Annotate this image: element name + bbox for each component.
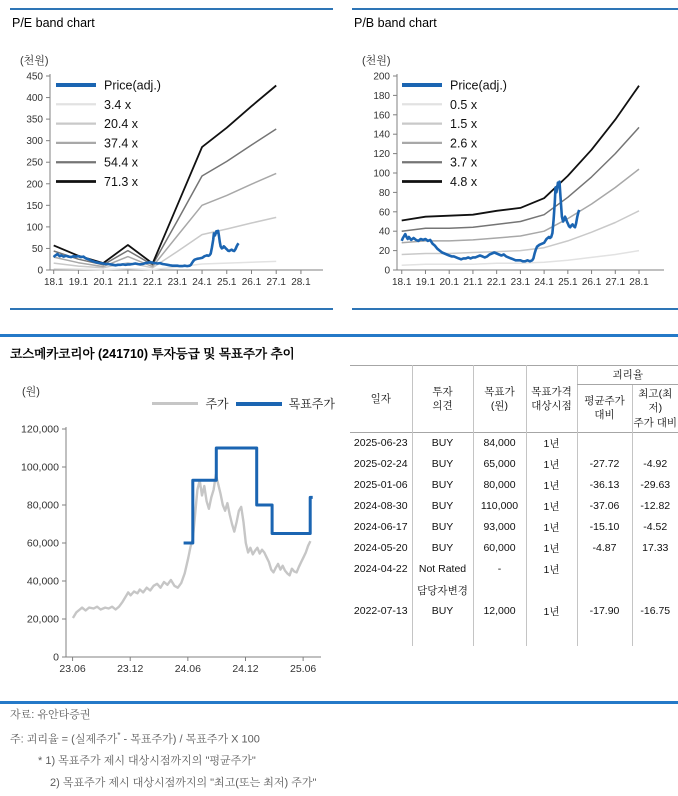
x-tick-label: 22.1 <box>142 277 163 288</box>
table-cell <box>632 432 678 454</box>
x-tick-label: 19.1 <box>415 277 436 288</box>
pb-band-chart-panel <box>352 8 678 310</box>
legend-label: 4.8 x <box>450 175 478 189</box>
y-tick-label: 50 <box>31 243 43 255</box>
x-tick-label: 23.12 <box>117 663 144 675</box>
table-cell: - <box>473 559 526 580</box>
pb-band-chart <box>352 68 678 308</box>
table-row <box>350 454 678 475</box>
x-tick-label: 18.1 <box>43 277 64 288</box>
table-cell: BUY <box>412 432 473 454</box>
table-cell: 93,000 <box>473 517 526 538</box>
y-tick-label: 0 <box>37 265 43 277</box>
legend-label: 0.5 x <box>450 97 478 112</box>
table-cell <box>577 622 632 646</box>
y-tick-label: 80,000 <box>26 499 59 512</box>
y-tick-label: 200 <box>26 179 43 191</box>
series-71.3-x <box>54 86 277 264</box>
table-cell: Not Rated <box>412 559 473 580</box>
y-tick-label: 40 <box>378 226 390 238</box>
table-cell <box>526 622 577 646</box>
table-header <box>350 366 678 433</box>
pe-band-chart-panel <box>10 8 333 310</box>
col-header-gap: 괴리율 <box>577 366 678 385</box>
table-cell: 12,000 <box>473 601 526 622</box>
y-tick-label: 140 <box>373 129 390 141</box>
x-tick-label: 24.12 <box>232 663 259 675</box>
x-tick-label: 18.1 <box>392 277 412 288</box>
x-tick-label: 24.06 <box>174 663 201 675</box>
price-line-legend-sample <box>152 402 198 405</box>
table-cell <box>632 559 678 580</box>
table-cell <box>350 622 412 646</box>
table-cell: -4.87 <box>577 538 632 559</box>
table-body <box>350 432 678 646</box>
price-line-legend-label: 주가 <box>205 397 229 411</box>
table-cell: 1년 <box>526 559 577 580</box>
x-tick-label: 23.06 <box>59 663 86 675</box>
table-cell <box>350 580 412 601</box>
table-spacer-row <box>350 622 678 646</box>
x-tick-label: 21.1 <box>118 277 138 288</box>
series-54.4-x <box>54 129 277 265</box>
table-cell: -36.13 <box>577 475 632 496</box>
footnote-asterisk: * <box>117 730 121 740</box>
source-note: 자료: 유안타증권 <box>10 709 91 721</box>
legend-label: 3.4 x <box>104 97 132 112</box>
col-header-date: 일자 <box>370 392 391 405</box>
table-cell: 2025-01-06 <box>353 479 408 492</box>
table-cell: 1년 <box>526 538 577 559</box>
x-tick-label: 23.1 <box>510 277 531 288</box>
x-tick-label: 21.1 <box>463 277 483 288</box>
legend-label: 54.4 x <box>104 155 139 170</box>
table-row <box>350 538 678 559</box>
legend-label: 3.7 x <box>450 155 478 170</box>
legend-label: 1.5 x <box>450 117 478 132</box>
table-cell: 2025-06-23 <box>353 437 408 450</box>
table-cell: -4.52 <box>632 517 678 538</box>
table-cell <box>473 622 526 646</box>
table-cell <box>473 580 526 601</box>
table-cell: BUY <box>412 496 473 517</box>
table-row <box>350 559 678 580</box>
legend-label: 71.3 x <box>104 175 139 189</box>
table-row <box>350 432 678 454</box>
y-tick-label: 20 <box>378 246 390 258</box>
y-tick-label: 100 <box>26 222 43 234</box>
y-tick-label: 450 <box>26 71 43 83</box>
table-cell: BUY <box>412 517 473 538</box>
table-cell: 담당자변경 <box>412 580 473 601</box>
x-tick-label: 28.1 <box>291 277 311 288</box>
x-tick-label: 25.1 <box>217 277 237 288</box>
section-divider <box>0 334 678 337</box>
table-cell: 17.33 <box>632 538 678 559</box>
target-line-legend-sample <box>236 402 282 406</box>
table-cell: -17.90 <box>577 601 632 622</box>
y-tick-label: 120 <box>373 149 390 161</box>
x-tick-label: 28.1 <box>629 277 649 288</box>
x-tick-label: 20.1 <box>93 277 113 288</box>
price-target-trend-panel <box>10 375 345 695</box>
col-header-target-period: 목표가격 대상시점 <box>526 366 577 433</box>
table-cell: -16.75 <box>632 601 678 622</box>
legend-label: 20.4 x <box>104 117 139 132</box>
price-target-trend-chart <box>10 419 345 687</box>
footnote-2: 2) 목표주가 제시 대상시점까지의 "최고(또는 최저) 주가" <box>50 776 317 789</box>
y-tick-label: 0 <box>384 265 390 277</box>
y-tick-label: 80 <box>378 187 390 199</box>
y-tick-label: 40,000 <box>26 575 59 588</box>
trend-chart-unit: (원) <box>22 386 40 398</box>
target-line-legend-label: 목표주가 <box>288 397 335 411</box>
x-tick-label: 25.1 <box>558 277 578 288</box>
rating-history-table <box>350 365 678 646</box>
table-cell: 1년 <box>526 517 577 538</box>
y-tick-label: 250 <box>26 157 43 169</box>
x-tick-label: 25.06 <box>289 663 317 675</box>
col-header-gap-avg: 평균주가 대비 <box>577 385 632 433</box>
series-4.8-x <box>402 86 639 221</box>
table-cell: BUY <box>412 538 473 559</box>
table-cell: BUY <box>412 601 473 622</box>
table-cell: 1년 <box>526 454 577 475</box>
y-tick-label: 60 <box>378 207 390 219</box>
table-cell <box>577 580 632 601</box>
y-tick-label: 150 <box>26 200 43 212</box>
legend-label: Price(adj.) <box>104 78 161 93</box>
y-tick-label: 400 <box>26 93 43 105</box>
col-header-opinion: 투자 의견 <box>412 366 473 433</box>
table-cell: -37.06 <box>577 496 632 517</box>
table-cell: -27.72 <box>577 454 632 475</box>
table-cell: -15.10 <box>577 517 632 538</box>
col-header-gap-max: 최고(최저) 주가 대비 <box>632 385 678 433</box>
table-cell <box>526 580 577 601</box>
y-tick-label: 20,000 <box>26 613 59 626</box>
legend-label: 37.4 x <box>104 136 139 151</box>
footer-notes <box>10 709 316 796</box>
y-tick-label: 160 <box>373 110 390 122</box>
table-cell: 60,000 <box>473 538 526 559</box>
x-tick-label: 22.1 <box>486 277 507 288</box>
footnote-1: * 1) 목표주가 제시 대상시점까지의 "평균주가" <box>38 755 256 768</box>
footer-divider <box>0 701 678 704</box>
table-cell: 84,000 <box>473 432 526 454</box>
table-row <box>350 580 678 601</box>
table-cell <box>577 432 632 454</box>
y-tick-label: 60,000 <box>26 537 59 550</box>
table-cell <box>412 622 473 646</box>
table-row <box>350 475 678 496</box>
x-tick-label: 27.1 <box>266 277 286 288</box>
series-price(adj.) <box>402 182 580 262</box>
pe-band-chart <box>10 68 333 308</box>
x-tick-label: 26.1 <box>241 277 262 288</box>
table-cell: 2024-08-30 <box>353 500 408 513</box>
series-37.4-x <box>54 173 277 266</box>
y-tick-label: 200 <box>373 71 390 83</box>
table-cell <box>577 559 632 580</box>
x-tick-label: 26.1 <box>581 277 602 288</box>
table-cell <box>632 580 678 601</box>
x-tick-label: 24.1 <box>192 277 212 288</box>
pe-chart-unit: (천원) <box>20 55 49 67</box>
table-cell: 110,000 <box>473 496 526 517</box>
table-row <box>350 496 678 517</box>
pb-chart-unit: (천원) <box>362 55 391 67</box>
table-cell: -29.63 <box>632 475 678 496</box>
table-cell: 2024-04-22 <box>353 563 408 576</box>
table-cell <box>632 622 678 646</box>
x-tick-label: 24.1 <box>534 277 554 288</box>
table-cell: 1년 <box>526 475 577 496</box>
pe-chart-title: P/E band chart <box>12 16 95 30</box>
table-cell: 65,000 <box>473 454 526 475</box>
table-cell: -12.82 <box>632 496 678 517</box>
table-cell: 2025-02-24 <box>353 458 408 471</box>
y-tick-label: 300 <box>26 136 43 148</box>
y-tick-label: 0 <box>53 651 59 664</box>
table-cell: 2024-06-17 <box>353 521 408 534</box>
table-cell: 80,000 <box>473 475 526 496</box>
y-tick-label: 100 <box>373 168 390 180</box>
y-tick-label: 180 <box>373 90 390 102</box>
section-title: 코스메카코리아 (241710) 투자등급 및 목표주가 추이 <box>10 347 295 361</box>
legend-label: Price(adj.) <box>450 78 507 93</box>
formula-note: 주: 괴리율 = (실제주가* - 목표주가) / 목표주가 X 100 <box>10 730 260 746</box>
table-cell: 1년 <box>526 601 577 622</box>
col-header-target-price: 목표가 (원) <box>473 366 526 433</box>
table-cell: BUY <box>412 475 473 496</box>
y-tick-label: 350 <box>26 114 43 126</box>
x-tick-label: 27.1 <box>605 277 626 288</box>
pb-chart-title: P/B band chart <box>354 16 437 30</box>
x-tick-label: 23.1 <box>167 277 188 288</box>
table-cell: -4.92 <box>632 454 678 475</box>
table-cell: 1년 <box>526 432 577 454</box>
table-cell: 2022-07-13 <box>353 605 408 618</box>
table-row <box>350 517 678 538</box>
y-tick-label: 120,000 <box>21 423 59 436</box>
y-tick-label: 100,000 <box>21 461 59 474</box>
table-cell: BUY <box>412 454 473 475</box>
x-tick-label: 19.1 <box>68 277 89 288</box>
x-tick-label: 20.1 <box>439 277 459 288</box>
table-cell: 1년 <box>526 496 577 517</box>
table-row <box>350 601 678 622</box>
legend-label: 2.6 x <box>450 136 478 151</box>
trend-chart-legend <box>152 395 335 412</box>
table-cell: 2024-05-20 <box>353 542 408 555</box>
